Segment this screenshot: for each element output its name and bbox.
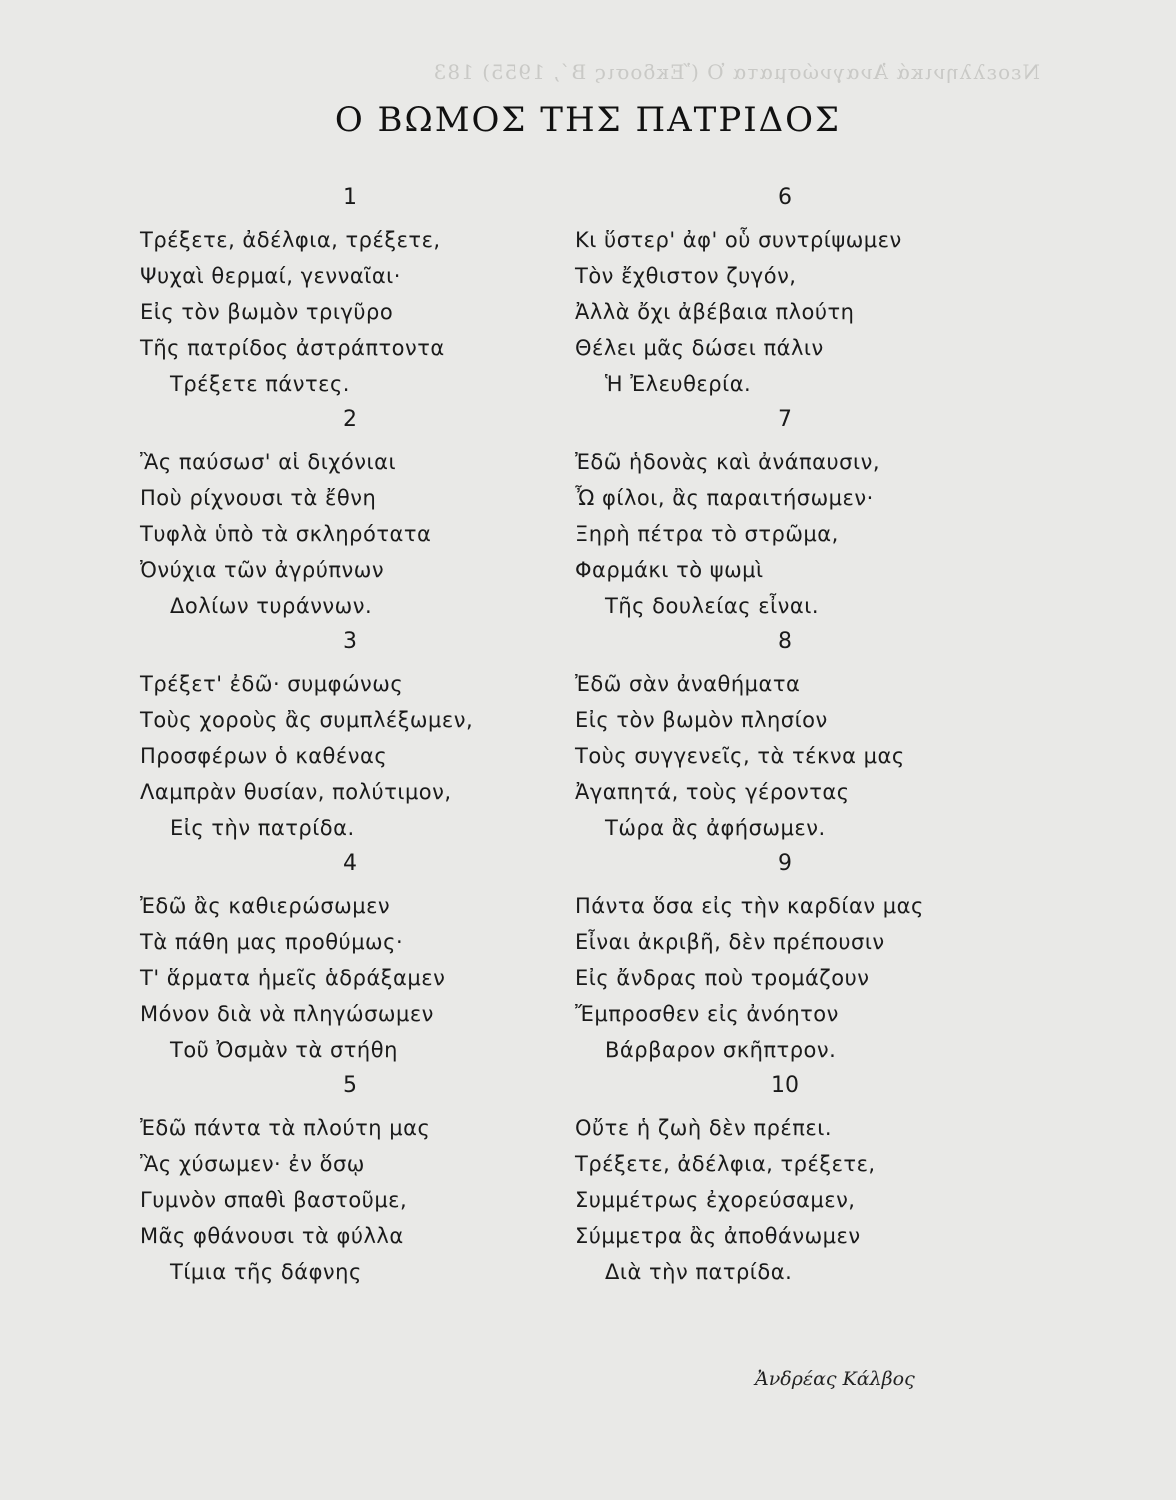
verse-line: Τῆς δουλείας εἶναι. bbox=[605, 594, 820, 618]
stanza bbox=[575, 1068, 1035, 1290]
verse-line: Εἰς τὸν βωμὸν τριγῦρο bbox=[140, 300, 394, 324]
left-column bbox=[140, 180, 600, 1290]
verse-line: Ἀλλὰ ὄχι ἀβέβαια πλούτη bbox=[575, 300, 855, 324]
stanza-number: 3 bbox=[343, 629, 357, 654]
stanza-number: 7 bbox=[778, 407, 792, 432]
stanza-number: 1 bbox=[343, 185, 357, 210]
verse-line: Ὦ φίλοι, ἂς παραιτήσωμεν· bbox=[575, 486, 874, 510]
verse-line: Εἰς ἄνδρας ποὺ τρομάζουν bbox=[575, 966, 870, 990]
verse-line: Ποὺ ρίχνουσι τὰ ἔθνη bbox=[140, 486, 377, 510]
stanza bbox=[575, 624, 1035, 846]
verse-line: Ἐδῶ ἡδονὰς καὶ ἀνάπαυσιν, bbox=[575, 450, 880, 474]
verse-line: Ἔμπροσθεν εἰς ἀνόητον bbox=[575, 1002, 839, 1026]
verse-line: Τρέξετ' ἐδῶ· συμφώνως bbox=[140, 672, 404, 696]
verse-line: Ἂς παύσωσ' αἱ διχόνιαι bbox=[140, 450, 397, 474]
stanza bbox=[140, 846, 600, 1068]
verse-line: Βάρβαρον σκῆπτρον. bbox=[605, 1038, 837, 1062]
poem-title: Ο ΒΩΜΟΣ ΤΗΣ ΠΑΤΡΙΔΟΣ bbox=[334, 100, 842, 140]
verse-line: Τίμια τῆς δάφνης bbox=[170, 1260, 362, 1284]
verse-line: Ὀνύχια τῶν ἀγρύπνων bbox=[140, 558, 385, 582]
verse-line: Τοὺς χοροὺς ἂς συμπλέξωμεν, bbox=[140, 708, 474, 732]
verse-line: Ἐδῶ πάντα τὰ πλούτη μας bbox=[140, 1116, 431, 1140]
verse-line: Λαμπρὰν θυσίαν, πολύτιμον, bbox=[140, 780, 452, 804]
verse-line: Ἂς χύσωμεν· ἐν ὅσῳ bbox=[140, 1152, 365, 1176]
stanza-number: 8 bbox=[778, 629, 792, 654]
verse-line: Μόνον διὰ νὰ πληγώσωμεν bbox=[140, 1002, 434, 1026]
stanza-number: 9 bbox=[778, 851, 792, 876]
verse-line: Τρέξετε πάντες. bbox=[170, 372, 350, 396]
stanza-number: 4 bbox=[343, 851, 357, 876]
verse-line: Μᾶς φθάνουσι τὰ φύλλα bbox=[140, 1224, 404, 1248]
stanza bbox=[140, 402, 600, 624]
verse-line: Τὰ πάθη μας προθύμως· bbox=[140, 930, 404, 954]
verse-line: Εἶναι ἀκριβῆ, δὲν πρέπουσιν bbox=[575, 930, 885, 954]
verse-line: Εἰς τὴν πατρίδα. bbox=[170, 816, 355, 840]
verse-line: Σύμμετρα ἂς ἀποθάνωμεν bbox=[575, 1224, 861, 1248]
verse-line: Ψυχαὶ θερμαί, γενναῖαι· bbox=[140, 264, 401, 288]
verse-line: Οὔτε ἡ ζωὴ δὲν πρέπει. bbox=[575, 1116, 833, 1140]
verse-line: Τρέξετε, ἀδέλφια, τρέξετε, bbox=[140, 228, 441, 252]
verse-line: Ἐδῶ σὰν ἀναθήματα bbox=[575, 672, 801, 696]
verse-line: Ἐδῶ ἂς καθιερώσωμεν bbox=[140, 894, 391, 918]
stanza-number: 10 bbox=[771, 1073, 799, 1098]
stanza bbox=[140, 180, 600, 402]
stanza-number: 5 bbox=[343, 1073, 357, 1098]
bleed-through-header: Νεοελληνικά Ἀναγνώσματα Ὁ (Ἔκδοσις Β΄, 1955) 183 bbox=[432, 60, 1040, 84]
stanza-number: 2 bbox=[343, 407, 357, 432]
verse-line: Θέλει μᾶς δώσει πάλιν bbox=[575, 336, 824, 360]
verse-line: Εἰς τὸν βωμὸν πλησίον bbox=[575, 708, 828, 732]
verse-line: Συμμέτρως ἐχορεύσαμεν, bbox=[575, 1188, 856, 1212]
stanza bbox=[575, 846, 1035, 1068]
verse-line: Πάντα ὅσα εἰς τὴν καρδίαν μας bbox=[575, 894, 924, 918]
verse-line: Ξηρὴ πέτρα τὸ στρῶμα, bbox=[575, 522, 839, 546]
author-signature: Ἀνδρέας Κάλβος bbox=[755, 1368, 915, 1390]
verse-line: Τ' ἅρματα ἡμεῖς ἁδράξαμεν bbox=[140, 966, 446, 990]
verse-line: Τρέξετε, ἀδέλφια, τρέξετε, bbox=[575, 1152, 876, 1176]
stanza bbox=[575, 180, 1035, 402]
verse-line: Φαρμάκι τὸ ψωμὶ bbox=[575, 558, 764, 582]
verse-line: Τώρα ἂς ἀφήσωμεν. bbox=[605, 816, 826, 840]
verse-line: Ἀγαπητά, τοὺς γέροντας bbox=[575, 780, 850, 804]
verse-line: Τοὺς συγγενεῖς, τὰ τέκνα μας bbox=[575, 744, 905, 768]
stanza bbox=[140, 624, 600, 846]
verse-line: Γυμνὸν σπαθὶ βαστοῦμε, bbox=[140, 1188, 408, 1212]
stanza bbox=[140, 1068, 600, 1290]
verse-line: Δολίων τυράννων. bbox=[170, 594, 373, 618]
verse-line: Διὰ τὴν πατρίδα. bbox=[605, 1260, 793, 1284]
stanza-number: 6 bbox=[778, 185, 792, 210]
verse-line: Τῆς πατρίδος ἀστράπτοντα bbox=[140, 336, 445, 360]
verse-line: Προσφέρων ὁ καθένας bbox=[140, 744, 388, 768]
verse-line: Τυφλὰ ὑπὸ τὰ σκληρότατα bbox=[140, 522, 432, 546]
right-column bbox=[575, 180, 1035, 1290]
verse-line: Τὸν ἔχθιστον ζυγόν, bbox=[575, 264, 797, 288]
stanza bbox=[575, 402, 1035, 624]
verse-line: Ἡ Ἐλευθερία. bbox=[605, 372, 752, 396]
verse-line: Κι ὕστερ' ἀφ' οὗ συντρίψωμεν bbox=[575, 228, 902, 252]
verse-line: Τοῦ Ὀσμὰν τὰ στήθη bbox=[170, 1038, 398, 1062]
